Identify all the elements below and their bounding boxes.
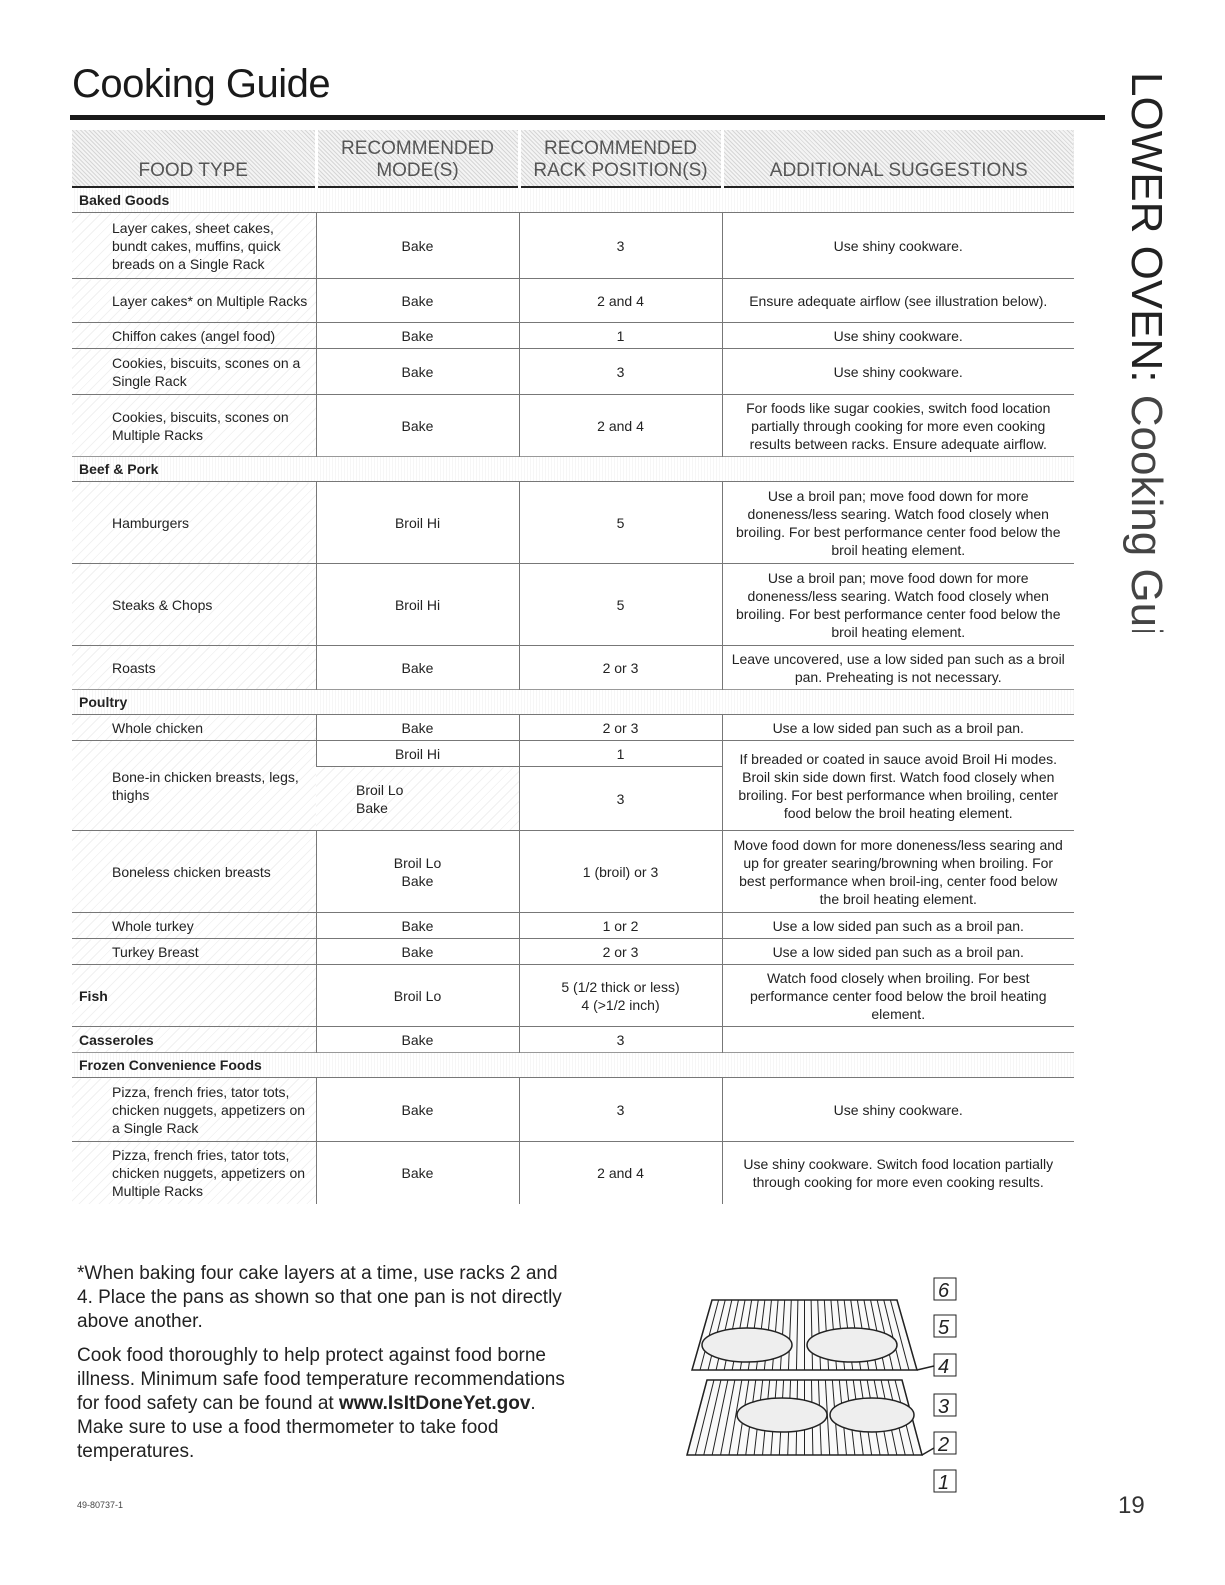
- suggestion-cell: Use shiny cookware. Switch food location partially through cooking for more even cooking results.: [722, 1142, 1074, 1204]
- table-row: [72, 831, 1074, 913]
- mode-cell: Bake: [316, 395, 519, 457]
- group-label: Baked Goods: [72, 187, 1074, 213]
- suggestion-cell: Leave uncovered, use a low sided pan such as a broil pan. Preheating is not necessary.: [722, 646, 1074, 690]
- mode-line: Broil Lo: [393, 854, 442, 871]
- table-row: [72, 913, 1074, 939]
- mode-cell: Bake: [316, 913, 519, 939]
- food-cell: Whole chicken: [72, 715, 316, 741]
- side-title-text: [1122, 72, 1171, 632]
- mode-cell: Bake: [316, 279, 519, 323]
- rack-cell: 3: [519, 1078, 722, 1142]
- table-row: [72, 323, 1074, 349]
- food-cell: Casseroles: [72, 1027, 316, 1053]
- header-rack-position: RECOMMENDED RACK POSITION(S): [519, 130, 722, 187]
- table-row: [72, 395, 1074, 457]
- mode-cell: Bake: [316, 213, 519, 279]
- food-safety-link[interactable]: www.IsItDoneYet.gov: [338, 1393, 531, 1414]
- upper-pan-left: [702, 1328, 792, 1362]
- rack-cell: 1: [519, 323, 722, 349]
- mode-cell: Bake: [316, 323, 519, 349]
- table-row: [72, 564, 1074, 646]
- food-cell: Hamburgers: [72, 482, 316, 564]
- mode-cell: [316, 767, 519, 831]
- food-cell: Layer cakes* on Multiple Racks: [72, 279, 316, 323]
- suggestion-cell: Use a low sided pan such as a broil pan.: [722, 939, 1074, 965]
- table-row: [72, 1078, 1074, 1142]
- table-body: [72, 187, 1074, 1204]
- table-row: [72, 482, 1074, 564]
- food-cell: Chiffon cakes (angel food): [72, 323, 316, 349]
- side-title-section: LOWER OVEN:: [1122, 72, 1171, 383]
- table-row: [72, 965, 1074, 1027]
- suggestion-cell: Use shiny cookware.: [722, 1078, 1074, 1142]
- mode-line: Broil Lo: [356, 781, 404, 798]
- suggestion-cell: For foods like sugar cookies, switch food location partially through cooking for more even cooking results between racks. Ensure adequate airflow.: [722, 395, 1074, 457]
- rack-label-4: 4: [938, 1356, 950, 1378]
- rack-cell: 1: [519, 741, 722, 767]
- mode-cell: Bake: [316, 349, 519, 395]
- rack-2-pointer: [922, 1448, 934, 1455]
- rack-cell: 1 or 2: [519, 913, 722, 939]
- group-row: [72, 1053, 1074, 1078]
- suggestion-cell: Watch food closely when broiling. For best performance center food below the broil heating element.: [722, 965, 1074, 1027]
- upper-pan-right: [807, 1328, 897, 1362]
- rack-label-2: 2: [938, 1434, 950, 1456]
- rack-cell: [519, 965, 722, 1027]
- table-row: [72, 1142, 1074, 1204]
- rack-line: 4 (>1/2 inch): [581, 996, 660, 1013]
- table-row: [72, 349, 1074, 395]
- rack-cell: 1 (broil) or 3: [519, 831, 722, 913]
- suggestion-cell: Use shiny cookware.: [722, 213, 1074, 279]
- rack-cell: 2 or 3: [519, 715, 722, 741]
- food-cell: Boneless chicken breasts: [72, 831, 316, 913]
- mode-cell: Broil Lo: [316, 965, 519, 1027]
- mode-cell: Bake: [316, 1027, 519, 1053]
- header-mode: RECOMMENDED MODE(S): [316, 130, 519, 187]
- suggestion-cell: Ensure adequate airflow (see illustration below).: [722, 279, 1074, 323]
- table-row: [72, 279, 1074, 323]
- rack-cell: 5: [519, 482, 722, 564]
- header-food-type: FOOD TYPE: [72, 130, 316, 187]
- table-row: [72, 646, 1074, 690]
- table-row: [72, 939, 1074, 965]
- mode-cell: Bake: [316, 715, 519, 741]
- rack-labels: [934, 1278, 956, 1494]
- page-number: 19: [1118, 1492, 1145, 1519]
- cooking-guide-table: [72, 130, 1074, 1204]
- group-row: [72, 690, 1074, 715]
- suggestion-cell: Use a broil pan; move food down for more doneness/less searing. Watch food closely when broiling. For best performance center food below the broil heating element.: [722, 564, 1074, 646]
- suggestion-cell: [722, 1027, 1074, 1053]
- mode-cell: Broil Hi: [316, 741, 519, 767]
- food-cell: Steaks & Chops: [72, 564, 316, 646]
- mode-cell: [316, 831, 519, 913]
- rack-label-1: 1: [938, 1472, 950, 1494]
- food-safety-text: Cook food thoroughly to help protect against food borne illness. Minimum safe food temperature recommendations for food safety can be found at: [77, 1345, 565, 1414]
- mode-line: Bake: [356, 799, 388, 816]
- rack-cell: 2 and 4: [519, 279, 722, 323]
- mode-cell: Broil Hi: [316, 482, 519, 564]
- document-number: 49-80737-1: [77, 1500, 124, 1510]
- rack-cell: 2 and 4: [519, 395, 722, 457]
- table-row: [72, 741, 1074, 767]
- table-row: [72, 213, 1074, 279]
- rack-line: 5 (1/2 thick or less): [561, 978, 680, 995]
- mode-cell: Bake: [316, 1142, 519, 1204]
- rack-cell: 3: [519, 1027, 722, 1053]
- mode-line: Bake: [401, 872, 434, 889]
- cake-layers-note: *When baking four cake layers at a time, use racks 2 and 4. Place the pans as shown so that one pan is not directly above another.: [77, 1263, 562, 1332]
- page-title: Cooking Guide: [72, 62, 331, 106]
- side-section-title: [1118, 72, 1178, 632]
- title-divider: [70, 115, 1105, 120]
- group-row: [72, 457, 1074, 482]
- table-row: [72, 715, 1074, 741]
- food-cell: Whole turkey: [72, 913, 316, 939]
- mode-cell: Bake: [316, 646, 519, 690]
- suggestion-cell: Use shiny cookware.: [722, 323, 1074, 349]
- side-title-graphic: [1118, 72, 1178, 632]
- rack-cell: 5: [519, 564, 722, 646]
- group-label: Poultry: [72, 690, 1074, 715]
- lower-pan-right: [830, 1398, 914, 1432]
- rack-label-5: 5: [938, 1317, 950, 1339]
- suggestion-cell: Use a broil pan; move food down for more doneness/less searing. Watch food closely when broiling. For best performance center food below the broil heating element.: [722, 482, 1074, 564]
- food-cell: Layer cakes, sheet cakes, bundt cakes, muffins, quick breads on a Single Rack: [72, 213, 316, 279]
- side-title-subject: Cooking Guide: [1122, 382, 1171, 632]
- suggestion-cell: Use shiny cookware.: [722, 349, 1074, 395]
- group-label: Frozen Convenience Foods: [72, 1053, 1074, 1078]
- rack-position-illustration: [672, 1270, 972, 1500]
- mode-cell: Bake: [316, 939, 519, 965]
- food-cell: Bone-in chicken breasts, legs, thighs: [72, 741, 316, 831]
- rack-cell: 3: [519, 213, 722, 279]
- rack-label-3: 3: [938, 1396, 950, 1418]
- footnote-text: [77, 1262, 577, 1474]
- mode-cell: Bake: [316, 1078, 519, 1142]
- group-label: Beef & Pork: [72, 457, 1074, 482]
- rack-cell: 2 and 4: [519, 1142, 722, 1204]
- mode-cell: Broil Hi: [316, 564, 519, 646]
- header-suggestions: ADDITIONAL SUGGESTIONS: [722, 130, 1074, 187]
- rack-cell: 2 or 3: [519, 939, 722, 965]
- food-cell: Cookies, biscuits, scones on Multiple Racks: [72, 395, 316, 457]
- rack-4-pointer: [917, 1366, 934, 1370]
- suggestion-cell: If breaded or coated in sauce avoid Broil Hi modes. Broil skin side down first. Watch food closely when broiling. For best performance when broiling, center food below the broil heating element.: [722, 741, 1074, 831]
- suggestion-cell: Move food down for more doneness/less searing and up for greater searing/browning when broiling. For best performance when broil-ing, center food below the broil heating element.: [722, 831, 1074, 913]
- rack-cell: 3: [519, 767, 722, 831]
- food-cell: Fish: [72, 965, 316, 1027]
- food-cell: Cookies, biscuits, scones on a Single Rack: [72, 349, 316, 395]
- rack-cell: 2 or 3: [519, 646, 722, 690]
- table-header-row: [72, 130, 1074, 187]
- rack-cell: 3: [519, 349, 722, 395]
- food-cell: Pizza, french fries, tator tots, chicken nuggets, appetizers on a Single Rack: [72, 1078, 316, 1142]
- suggestion-cell: Use a low sided pan such as a broil pan.: [722, 715, 1074, 741]
- food-cell: Turkey Breast: [72, 939, 316, 965]
- table-row: [72, 1027, 1074, 1053]
- oven-rack-diagram: [672, 1270, 972, 1500]
- food-safety-note: [77, 1344, 577, 1464]
- suggestion-cell: Use a low sided pan such as a broil pan.: [722, 913, 1074, 939]
- food-cell: Roasts: [72, 646, 316, 690]
- food-cell: Pizza, french fries, tator tots, chicken nuggets, appetizers on Multiple Racks: [72, 1142, 316, 1204]
- group-row: [72, 187, 1074, 213]
- food-safety-text-end: . Make sure to use a food thermometer to take food temperatures.: [77, 1393, 536, 1462]
- lower-pan-left: [737, 1398, 827, 1432]
- rack-label-6: 6: [938, 1280, 950, 1302]
